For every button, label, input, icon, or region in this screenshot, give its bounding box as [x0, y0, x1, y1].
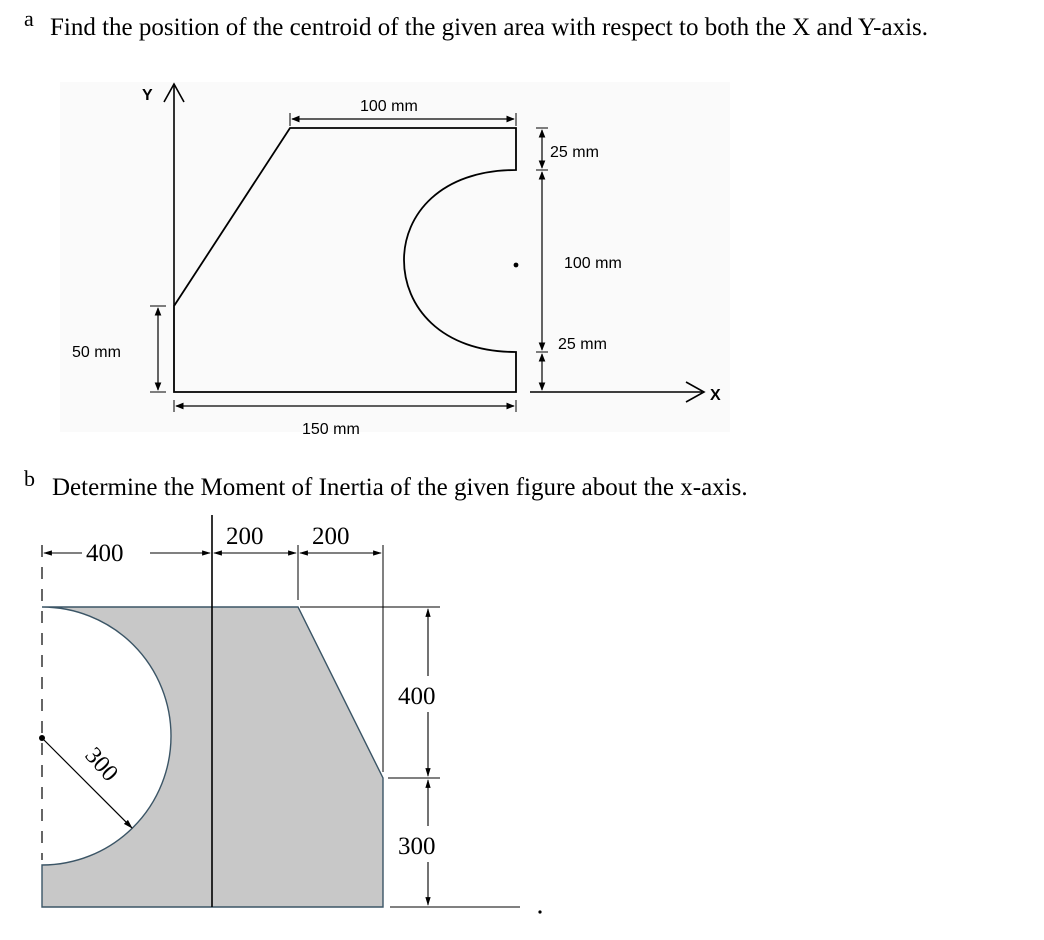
problem-b-statement: Determine the Moment of Inertia of the given figure about the x-axis.	[52, 474, 748, 501]
dim-right-bottom-label: 25 mm	[558, 336, 607, 353]
dim-height-400-label: 400	[398, 683, 436, 710]
radius-line	[42, 738, 132, 828]
x-axis-label: X	[710, 387, 721, 404]
dim-right-mid-label: 100 mm	[564, 255, 622, 272]
dim-width-200b-label: 200	[312, 523, 350, 550]
problem-a-statement: Find the position of the centroid of the given area with respect to both the X and Y-axis.	[50, 14, 929, 41]
y-axis-label: Y	[142, 87, 153, 104]
dim-right-top-label: 25 mm	[550, 144, 599, 161]
semicircle-center-dot	[514, 263, 519, 268]
radius-label: 300	[79, 742, 123, 787]
dim-width-400-label: 400	[86, 540, 124, 567]
dim-left-label: 50 mm	[72, 344, 121, 361]
problem-b-letter: b	[24, 466, 35, 491]
problem-a-letter: a	[24, 6, 34, 31]
dim-bottom-label: 150 mm	[302, 421, 360, 438]
dim-top-label: 100 mm	[360, 98, 418, 115]
inertia-figure	[39, 515, 542, 914]
dim-height-300-label: 300	[398, 833, 436, 860]
dim-width-200a-label: 200	[226, 523, 264, 550]
figure-a-background	[60, 82, 730, 432]
